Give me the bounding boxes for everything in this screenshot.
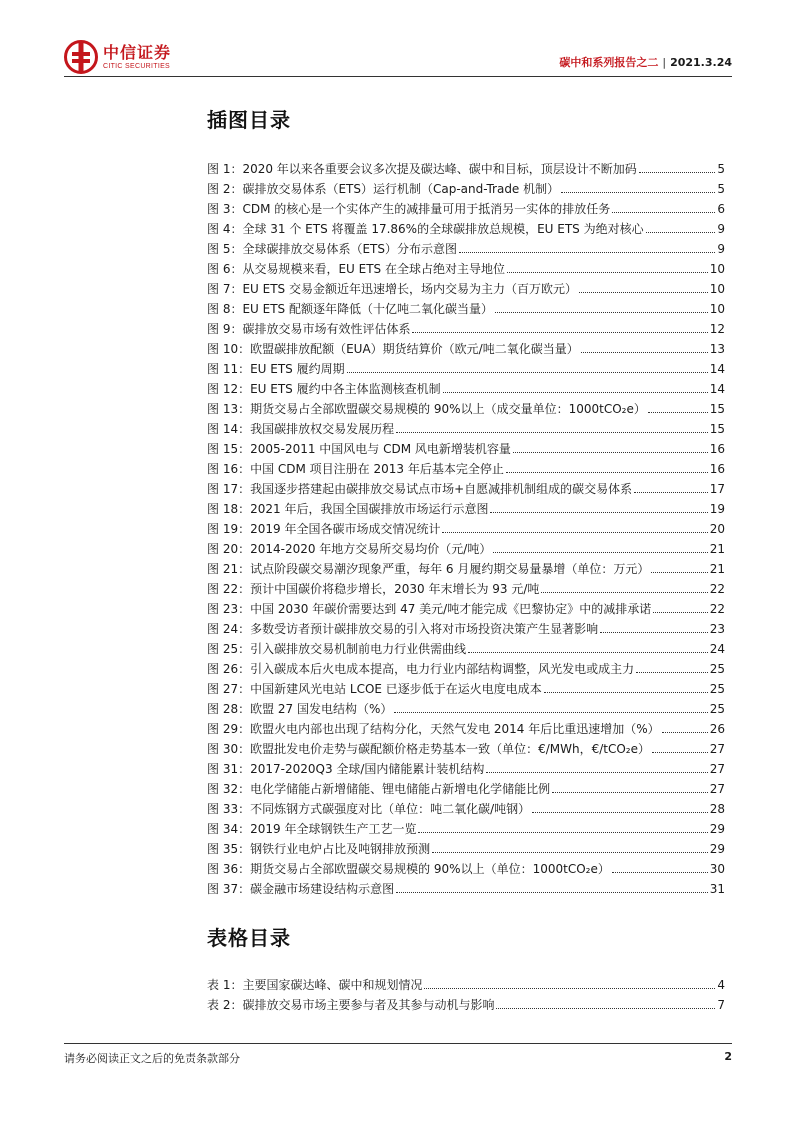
figure-toc-entry-page: 14	[709, 362, 725, 376]
logo-chinese-name: 中信证券	[103, 42, 172, 62]
figure-toc-entry[interactable]	[207, 616, 725, 636]
figure-toc-entry-page: 26	[709, 722, 725, 736]
citic-logo-icon	[64, 40, 98, 74]
figure-toc-entry-page: 23	[709, 622, 725, 636]
figure-toc-entry-label: 图 26：引入碳成本后火电成本提高，电力行业内部结构调整，风光发电或成主力	[207, 662, 635, 676]
toc-leader-dots	[541, 592, 707, 593]
figure-toc-entry-page: 21	[709, 562, 725, 576]
table-toc-entry[interactable]	[207, 972, 725, 992]
figure-toc-entry[interactable]	[207, 256, 725, 276]
report-series-title: 碳中和系列报告之二	[559, 56, 659, 69]
figure-toc-entry-label: 图 36：期货交易占全部欧盟碳交易规模的 90%以上（单位：1000tCO₂e）	[207, 862, 610, 876]
figure-toc-entry-page: 5	[717, 162, 725, 176]
figure-toc-entry-page: 22	[709, 582, 725, 596]
figure-toc-entry-label: 图 35：钢铁行业电炉占比及吨钢排放预测	[207, 842, 431, 856]
figure-toc-entry[interactable]	[207, 156, 725, 176]
figure-toc-entry-page: 6	[717, 202, 725, 216]
figure-toc-entry[interactable]	[207, 816, 725, 836]
toc-leader-dots	[496, 1008, 715, 1009]
tables-toc-list	[207, 972, 725, 1012]
toc-leader-dots	[600, 632, 708, 633]
figure-toc-entry-page: 28	[709, 802, 725, 816]
figure-toc-entry-label: 图 8：EU ETS 配额逐年降低（十亿吨二氧化碳当量）	[207, 302, 493, 316]
figure-toc-entry-label: 图 30：欧盟批发电价走势与碳配额价格走势基本一致（单位：€/MWh，€/tCO₂e）	[207, 742, 650, 756]
toc-leader-dots	[651, 572, 707, 573]
figure-toc-entry-page: 17	[709, 482, 725, 496]
table-toc-entry-label: 表 2：碳排放交易市场主要参与者及其参与动机与影响	[207, 998, 495, 1012]
toc-leader-dots	[648, 412, 708, 413]
figure-toc-entry-label: 图 21：试点阶段碳交易潮汐现象严重，每年 6 月履约期交易量暴增（单位：万元）	[207, 562, 650, 576]
figure-toc-entry-page: 29	[709, 842, 725, 856]
figure-toc-entry-page: 25	[709, 682, 725, 696]
toc-leader-dots	[506, 472, 708, 473]
report-date: 2021.3.24	[670, 56, 732, 69]
figure-toc-entry[interactable]	[207, 516, 725, 536]
figure-toc-entry-page: 9	[717, 242, 725, 256]
figures-toc-list	[207, 156, 725, 896]
toc-leader-dots	[544, 692, 708, 693]
figure-toc-entry[interactable]	[207, 736, 725, 756]
figure-toc-entry[interactable]	[207, 696, 725, 716]
figure-toc-entry-page: 15	[709, 402, 725, 416]
toc-leader-dots	[418, 832, 707, 833]
figure-toc-entry-label: 图 31：2017-2020Q3 全球/国内储能累计装机结构	[207, 762, 485, 776]
table-toc-entry-label: 表 1：主要国家碳达峰、碳中和规划情况	[207, 978, 423, 992]
figure-toc-entry-label: 图 9：碳排放交易市场有效性评估体系	[207, 322, 411, 336]
figure-toc-entry-label: 图 10：欧盟碳排放配额（EUA）期货结算价（欧元/吨二氧化碳当量）	[207, 342, 579, 356]
toc-leader-dots	[507, 272, 708, 273]
toc-leader-dots	[612, 872, 708, 873]
toc-leader-dots	[442, 532, 707, 533]
header-report-info	[559, 54, 732, 70]
figure-toc-entry-label: 图 19：2019 年全国各碳市场成交情况统计	[207, 522, 441, 536]
figure-toc-entry-page: 21	[709, 542, 725, 556]
toc-leader-dots	[612, 212, 715, 213]
toc-leader-dots	[424, 988, 715, 989]
figure-toc-entry[interactable]	[207, 496, 725, 516]
figure-toc-entry-label: 图 2：碳排放交易体系（ETS）运行机制（Cap-and-Trade 机制）	[207, 182, 560, 196]
figure-toc-entry[interactable]	[207, 196, 725, 216]
toc-leader-dots	[394, 712, 707, 713]
figure-toc-entry-label: 图 7：EU ETS 交易金额近年迅速增长，场内交易为主力（百万欧元）	[207, 282, 577, 296]
toc-leader-dots	[639, 172, 716, 173]
toc-leader-dots	[513, 452, 708, 453]
page-header	[64, 38, 732, 78]
figure-toc-entry[interactable]	[207, 876, 725, 896]
footer-page-number: 2	[724, 1050, 732, 1063]
figure-toc-entry-page: 20	[709, 522, 725, 536]
figure-toc-entry-label: 图 14：我国碳排放权交易发展历程	[207, 422, 395, 436]
toc-leader-dots	[652, 752, 708, 753]
toc-leader-dots	[561, 192, 715, 193]
toc-leader-dots	[634, 492, 708, 493]
toc-leader-dots	[468, 652, 708, 653]
footer-disclaimer: 请务必阅读正文之后的免责条款部分	[64, 1052, 240, 1065]
figure-toc-entry-label: 图 25：引入碳排放交易机制前电力行业供需曲线	[207, 642, 467, 656]
figure-toc-entry[interactable]	[207, 436, 725, 456]
toc-leader-dots	[581, 352, 708, 353]
figure-toc-entry-label: 图 6：从交易规模来看，EU ETS 在全球占绝对主导地位	[207, 262, 505, 276]
figure-toc-entry-page: 27	[709, 742, 725, 756]
figure-toc-entry-label: 图 1：2020 年以来各重要会议多次提及碳达峰、碳中和目标，顶层设计不断加码	[207, 162, 637, 176]
figure-toc-entry-label: 图 24：多数受访者预计碳排放交易的引入将对市场投资决策产生显著影响	[207, 622, 599, 636]
figure-toc-entry-page: 14	[709, 382, 725, 396]
figures-section-title: 插图目录	[207, 108, 291, 132]
figure-toc-entry-label: 图 23：中国 2030 年碳价需要达到 47 美元/吨才能完成《巴黎协定》中的减排承诺	[207, 602, 652, 616]
figure-toc-entry-page: 10	[709, 282, 725, 296]
header-separator: |	[662, 56, 667, 69]
toc-leader-dots	[459, 252, 715, 253]
figure-toc-entry-label: 图 27：中国新建风光电站 LCOE 已逐步低于在运火电度电成本	[207, 682, 542, 696]
figure-toc-entry-page: 10	[709, 302, 725, 316]
figure-toc-entry-label: 图 11：EU ETS 履约周期	[207, 362, 345, 376]
figure-toc-entry[interactable]	[207, 856, 725, 876]
toc-leader-dots	[396, 892, 708, 893]
toc-leader-dots	[579, 292, 708, 293]
toc-leader-dots	[653, 612, 708, 613]
figure-toc-entry-page: 13	[709, 342, 725, 356]
figure-toc-entry[interactable]	[207, 396, 725, 416]
figure-toc-entry-page: 15	[709, 422, 725, 436]
figure-toc-entry[interactable]	[207, 556, 725, 576]
toc-leader-dots	[486, 772, 707, 773]
toc-leader-dots	[662, 732, 708, 733]
figure-toc-entry[interactable]	[207, 756, 725, 776]
figure-toc-entry-label: 图 12：EU ETS 履约中各主体监测核查机制	[207, 382, 441, 396]
figure-toc-entry[interactable]	[207, 596, 725, 616]
toc-leader-dots	[412, 332, 707, 333]
figure-toc-entry[interactable]	[207, 296, 725, 316]
figure-toc-entry[interactable]	[207, 456, 725, 476]
figure-toc-entry[interactable]	[207, 316, 725, 336]
figure-toc-entry-label: 图 15：2005-2011 中国风电与 CDM 风电新增装机容量	[207, 442, 511, 456]
toc-leader-dots	[636, 672, 708, 673]
figure-toc-entry-label: 图 29：欧盟火电内部也出现了结构分化，天然气发电 2014 年后比重迅速增加（%）	[207, 722, 660, 736]
figure-toc-entry-label: 图 34：2019 年全球钢铁生产工艺一览	[207, 822, 417, 836]
toc-leader-dots	[532, 812, 708, 813]
figure-toc-entry-page: 29	[709, 822, 725, 836]
figure-toc-entry[interactable]	[207, 216, 725, 236]
figure-toc-entry-page: 5	[717, 182, 725, 196]
table-toc-entry[interactable]	[207, 992, 725, 1012]
figure-toc-entry[interactable]	[207, 416, 725, 436]
figure-toc-entry[interactable]	[207, 656, 725, 676]
figure-toc-entry-label: 图 13：期货交易占全部欧盟碳交易规模的 90%以上（成交量单位：1000tCO₂e）	[207, 402, 646, 416]
figure-toc-entry-label: 图 17：我国逐步搭建起由碳排放交易试点市场+自愿减排机制组成的碳交易体系	[207, 482, 633, 496]
figure-toc-entry[interactable]	[207, 276, 725, 296]
figure-toc-entry[interactable]	[207, 716, 725, 736]
figure-toc-entry-page: 22	[709, 602, 725, 616]
figure-toc-entry-page: 10	[709, 262, 725, 276]
figure-toc-entry-label: 图 18：2021 年后，我国全国碳排放市场运行示意图	[207, 502, 489, 516]
figure-toc-entry-page: 27	[709, 762, 725, 776]
toc-leader-dots	[493, 552, 707, 553]
figure-toc-entry[interactable]	[207, 236, 725, 256]
figure-toc-entry-page: 25	[709, 662, 725, 676]
figure-toc-entry[interactable]	[207, 776, 725, 796]
figure-toc-entry[interactable]	[207, 636, 725, 656]
toc-leader-dots	[347, 372, 708, 373]
figure-toc-entry[interactable]	[207, 676, 725, 696]
figure-toc-entry-label: 图 16：中国 CDM 项目注册在 2013 年后基本完全停止	[207, 462, 504, 476]
footer-divider	[64, 1043, 732, 1044]
figure-toc-entry-page: 25	[709, 702, 725, 716]
tables-section-title: 表格目录	[207, 926, 291, 950]
figure-toc-entry-page: 24	[709, 642, 725, 656]
figure-toc-entry-page: 30	[709, 862, 725, 876]
figure-toc-entry-label: 图 28：欧盟 27 国发电结构（%）	[207, 702, 393, 716]
figure-toc-entry-page: 31	[709, 882, 725, 896]
figure-toc-entry-page: 27	[709, 782, 725, 796]
figure-toc-entry-label: 图 3：CDM 的核心是一个实体产生的减排量可用于抵消另一实体的排放任务	[207, 202, 611, 216]
figure-toc-entry[interactable]	[207, 476, 725, 496]
figure-toc-entry-label: 图 33：不同炼钢方式碳强度对比（单位：吨二氧化碳/吨钢）	[207, 802, 531, 816]
figure-toc-entry[interactable]	[207, 796, 725, 816]
figure-toc-entry-label: 图 5：全球碳排放交易体系（ETS）分布示意图	[207, 242, 457, 256]
toc-leader-dots	[646, 232, 716, 233]
figure-toc-entry[interactable]	[207, 376, 725, 396]
toc-leader-dots	[495, 312, 708, 313]
figure-toc-entry[interactable]	[207, 836, 725, 856]
toc-leader-dots	[443, 392, 708, 393]
citic-logo	[64, 40, 171, 74]
figure-toc-entry[interactable]	[207, 356, 725, 376]
table-toc-entry-page: 7	[717, 998, 725, 1012]
toc-leader-dots	[396, 432, 708, 433]
toc-leader-dots	[552, 792, 708, 793]
figure-toc-entry-page: 12	[709, 322, 725, 336]
figure-toc-entry-label: 图 22：预计中国碳价将稳步增长，2030 年末增长为 93 元/吨	[207, 582, 540, 596]
toc-leader-dots	[432, 852, 708, 853]
figure-toc-entry-page: 19	[709, 502, 725, 516]
logo-english-name: CITIC SECURITIES	[103, 62, 171, 70]
toc-leader-dots	[490, 512, 707, 513]
figure-toc-entry[interactable]	[207, 576, 725, 596]
figure-toc-entry-label: 图 37：碳金融市场建设结构示意图	[207, 882, 395, 896]
figure-toc-entry[interactable]	[207, 536, 725, 556]
figure-toc-entry-page: 16	[709, 462, 725, 476]
figure-toc-entry-label: 图 4：全球 31 个 ETS 将覆盖 17.86%的全球碳排放总规模，EU ETS 为绝对核心	[207, 222, 644, 236]
figure-toc-entry-label: 图 20：2014-2020 年地方交易所交易均价（元/吨）	[207, 542, 492, 556]
figure-toc-entry-page: 16	[709, 442, 725, 456]
figure-toc-entry-page: 9	[717, 222, 725, 236]
figure-toc-entry[interactable]	[207, 176, 725, 196]
figure-toc-entry-label: 图 32：电化学储能占新增储能、锂电储能占新增电化学储能比例	[207, 782, 551, 796]
header-divider	[64, 76, 732, 77]
table-toc-entry-page: 4	[717, 978, 725, 992]
figure-toc-entry[interactable]	[207, 336, 725, 356]
